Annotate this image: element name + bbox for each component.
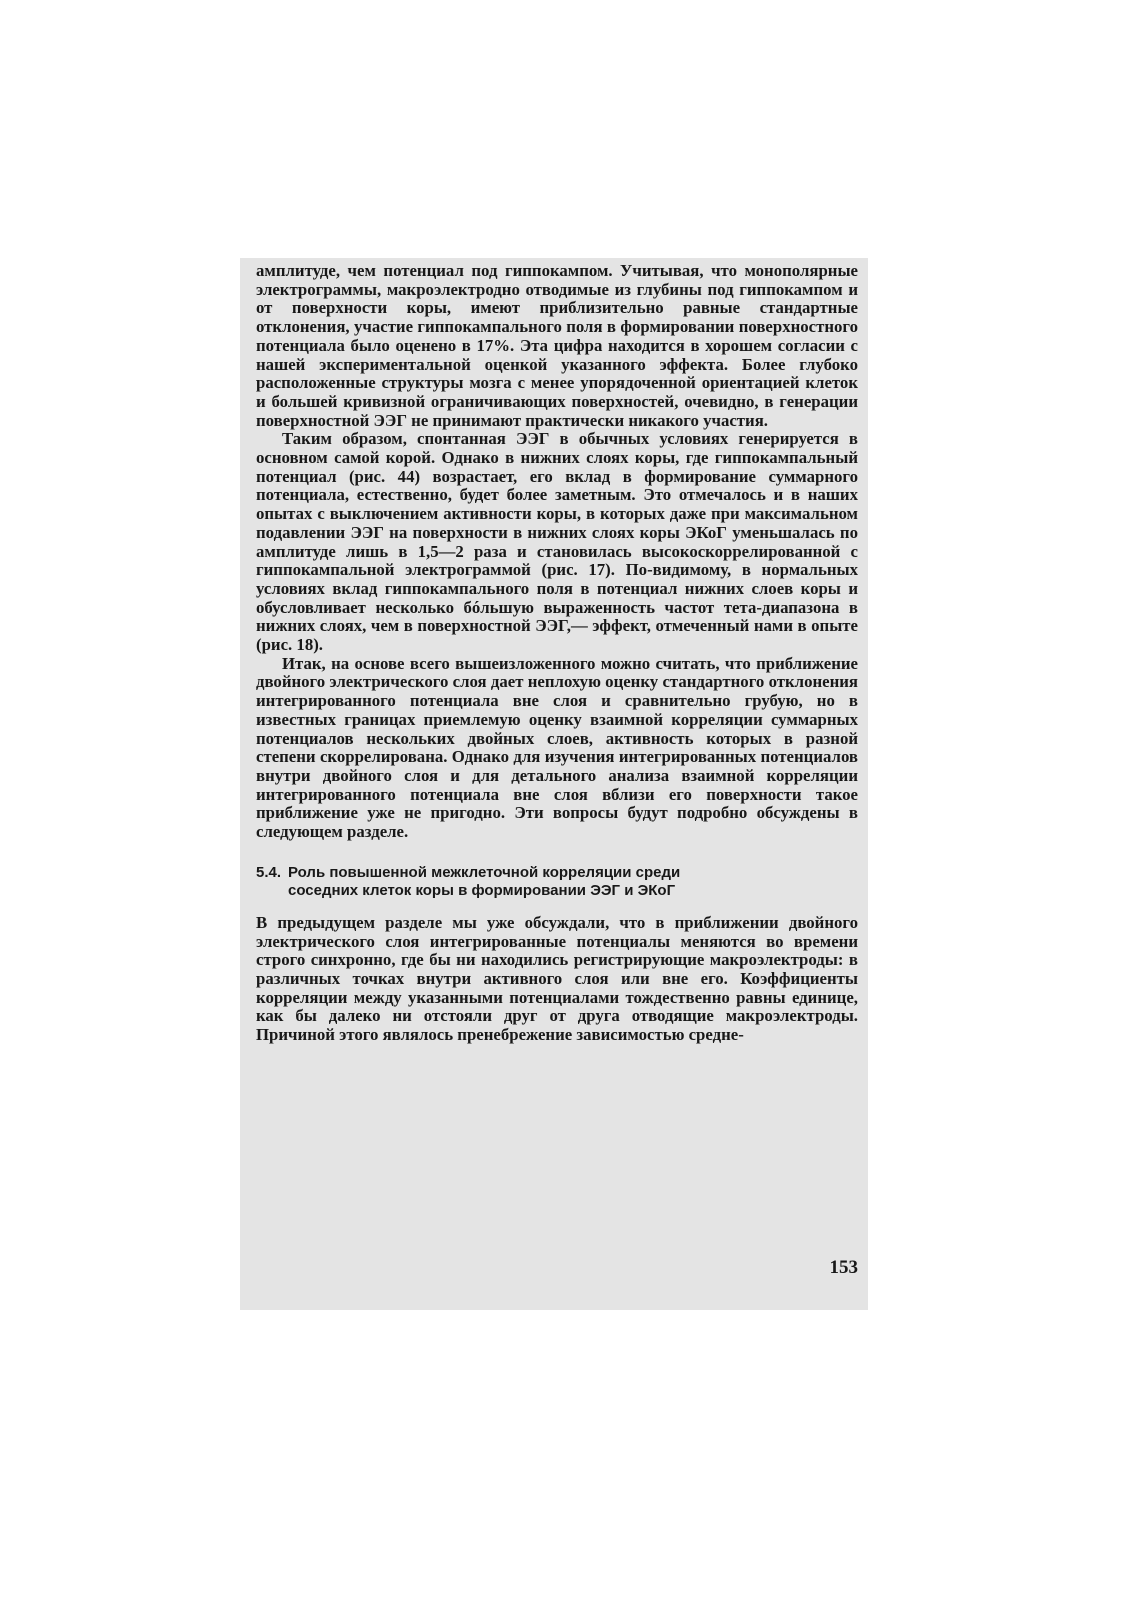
section-title: Роль повышенной межклеточной корреляции среди соседних клеток коры в формировании ЭЭГ и ЭКоГ [288,863,681,899]
paragraph-3: Итак, на основе всего вышеизложенного можно считать, что приближение двойного электрического слоя дает неплохую оценку стандартного отклонения интегрированного потенциала вне слоя и сравнительно грубую, но в известных границах приемлемую оценку взаимной корреляции суммарных потенциалов нескольких двойных слоев, активность которых в разной степени скоррелирована. Однако для изучения интегрированных потенциалов внутри двойного слоя и для детального анализа взаимной корреляции интегрированного потенциала вне слоя вблизи его поверхности такое приближение уже не пригодно. Эти вопросы будут подробно обсуждены в следующем разделе. [256,653,858,842]
scanned-book-page [240,258,868,1310]
section-number: 5.4. [256,863,282,881]
paragraph-1: амплитуде, чем потенциал под гиппокампом. Учитывая, что монополярные электрограммы, макроэлектродно отводимые из глубины под гиппокампом и от поверхности коры, имеют приблизительно равные стандартные отклонения, участие гиппокампального поля в формировании поверхностного потенциала было оценено в 17%. Эта цифра находится в хорошем согласии с нашей экспериментальной оценкой указанного эффекта. Более глубоко расположенные структуры мозга с менее упорядоченной ориентацией клеток и большей кривизной ограничивающих поверхностей, очевидно, в генерации поверхностной ЭЭГ не принимают практически никакого участия. [256,261,858,430]
page-number: 153 [829,1257,858,1279]
section-heading [256,864,858,900]
paragraph-2: Таким образом, спонтанная ЭЭГ в обычных условиях генерируется в основном самой корой. Однако в нижних слоях коры, где гиппокампальный потенциал (рис. 44) возрастает, его вклад в формирование суммарного потенциала, естественно, будет более заметным. Это отмечалось и в наших опытах с выключением активности коры, в которых даже при максимальном подавлении ЭЭГ на поверхности в нижних слоях коры ЭКоГ уменьшалась по амплитуде лишь в 1,5—2 раза и становилась высокоскоррелированной с гиппокампальной электрограммой (рис. 17). По-видимому, в нормальных условиях вклад гиппокампального поля в потенциал нижних слоев коры и обусловливает несколько бóльшую выраженность частот тета-диапазона в нижних слоях, чем в поверхностной ЭЭГ,— эффект, отмеченный нами в опыте (рис. 18). [256,429,858,655]
paragraph-4: В предыдущем разделе мы уже обсуждали, что в приближении двойного электрического слоя интегрированные потенциалы меняются во времени строго синхронно, где бы ни находились регистрирующие макроэлектроды: в различных точках внутри активного слоя или вне его. Коэффициенты корреляции между указанными потенциалами тождественно равны единице, как бы далеко ни отстояли друг от друга отводящие макроэлектроды. Причиной этого являлось пренебрежение зависимостью средне- [256,912,858,1045]
